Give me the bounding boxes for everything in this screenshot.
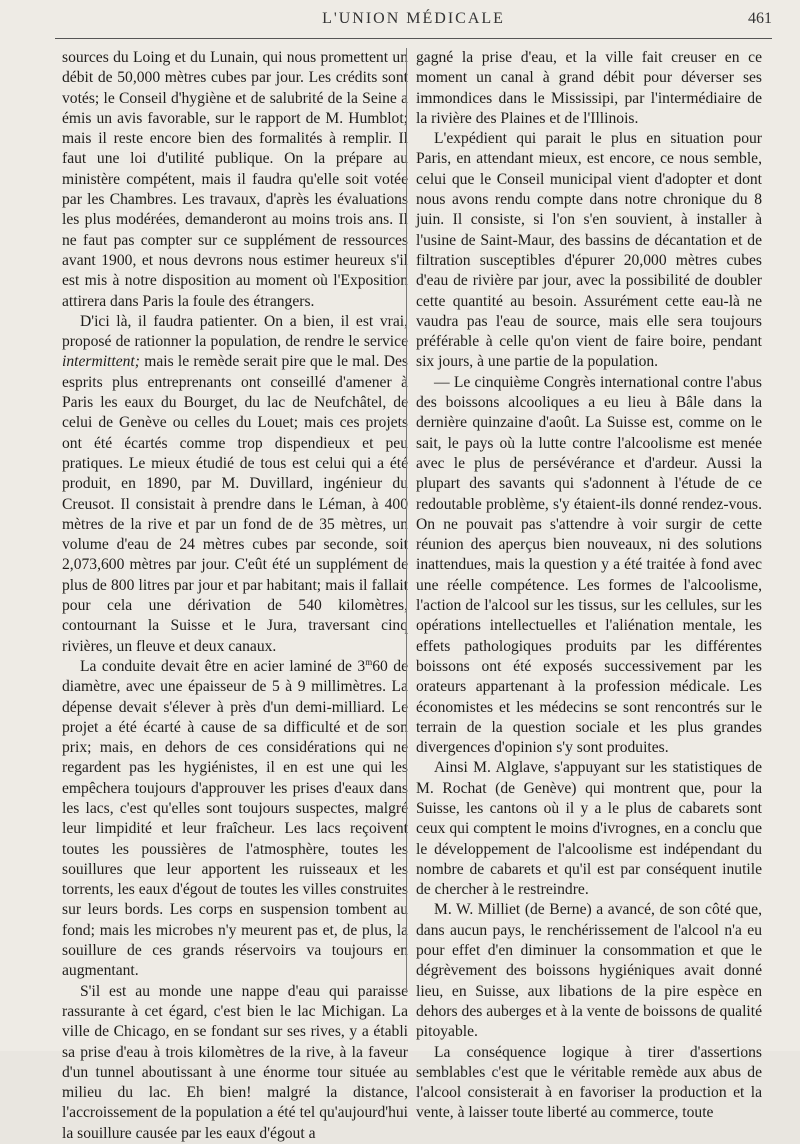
superscript-unit: m	[365, 656, 373, 667]
header-rule	[55, 38, 772, 39]
paragraph	[62, 657, 408, 982]
running-header	[55, 8, 772, 36]
journal-title: L'UNION MÉDICALE	[322, 10, 505, 27]
paragraph: sources du Loing et du Lunain, qui nous promettent un débit de 50,000 mètres cubes par jour. Les crédits sont votés; le Conseil d'hygiène et de salubrité de la Seine a émis un avis favorable, sur le rapport de M. Humblot; mais il reste encore bien des formalités à remplir. Il faut une loi d'utilité publique. On la prépare au ministère compétent, mais il faudra qu'elle soit votée par les Chambres. Les travaux, d'après les évaluations les plus modérées, demanderont au moins trois ans. Il ne faut pas compter sur ce supplément de ressources avant 1900, et nous devrons nous estimer heureux s'il est mis à notre disposition au moment où l'Exposition attirera dans Paris la foule des étrangers.	[62, 49, 408, 310]
page-number: 461	[748, 10, 772, 27]
paragraph-text: mais le remède serait pire que le mal. Des esprits plus entreprenants ont conseillé d'amener à Paris les eaux du Bourget, du lac de Neufchâtel, de celui de Genève ou celles du Louet; mais ces projets ont été écartés comme trop dispendieux et peu pratiques. Le mieux étudié de tous est celui qui a été produit, en 1890, par M. Duvillard, ingénieur du Creusot. Il consistait à prendre dans le Léman, à 400 mètres de la rive et par un fond de de 35 mètres, un volume d'eau de 24 mètres cubes par seconde, soit 2,073,600 mètres par jour. C'eût été un supplément de plus de 800 litres par jour et par habitant; mais il fallait pour cela une dérivation de 540 kilomètres, contournant la Suisse et le Jura, traversant cinq rivières, un fleuve et deux canaux.	[62, 353, 409, 655]
paragraph-text: D'ici là, il faudra patienter. On a bien, il est vrai, proposé de rationner la population, de rendre le service	[62, 312, 408, 351]
paragraph	[62, 312, 408, 657]
paragraph: Ainsi M. Alglave, s'appuyant sur les statistiques de M. Rochat (de Genève) qui montrent que, pour la Suisse, les cantons où il y a le plus de cabarets sont ceux qui comptent le moins d'ivrognes, en a conclu que le développement de l'alcoolisme est indépendant du nombre de cabarets et qu'il est par conséquent inutile de chercher à le restreindre.	[416, 759, 762, 899]
right-column	[416, 48, 762, 1124]
left-column	[62, 48, 408, 1144]
paragraph: gagné la prise d'eau, et la ville fait creuser en ce moment un canal à grand débit pour déverser ses immondices dans le Mississipi, par l'intermédiaire de la rivière des Plaines et de l'Illinois.	[416, 49, 762, 127]
paragraph-text: 60 de diamètre, avec une épaisseur de 5 à 9 millimètres. La dépense devait s'élever à près d'un demi-milliard. Le projet a été écarté à cause de sa difficulté et de son prix; mais, en dehors de ces considérations qui ne regardent pas les hygiénistes, il en est une qui les empêchera toujours d'approuver les prises d'eaux dans les lacs, c'est qu'elles sont toujours suspectes, malgré leur limpidité et leur fraîcheur. Les lacs reçoivent toutes les poussières de l'atmosphère, toutes les souillures que leur apportent les ruisseaux et les torrents, les eaux d'égout de toutes les villes construites sur leurs bords. Les corps en suspension tombent au fond; mais les microbes n'y meurent pas et, de plus, la souillure de ces grands réservoirs va toujours en augmentant.	[62, 657, 408, 980]
column-divider	[406, 48, 407, 993]
italic-term: intermittent;	[62, 353, 140, 371]
paragraph: L'expédient qui parait le plus en situation pour Paris, en attendant mieux, est encore, ce nous semble, celui que le Conseil municipal vient d'adopter et dont nous avons rendu compte dans notre chronique du 8 juin. Il consiste, si l'on s'en souvient, à installer à l'usine de Saint-Maur, des bassins de décantation et de filtration susceptibles d'épurer 20,000 mètres cubes d'eau de rivière par jour, avec la possibilité de doubler cette quantité au besoin. Assurément cette eau-là ne vaudra pas l'eau de source, mais elle sera toujours préférable à celle qu'on vient de faire boire, pendant six jours, à une partie de la population.	[416, 130, 762, 371]
paragraph: La conséquence logique à tirer d'assertions semblables c'est que le véritable remède aux abus de l'alcool consisterait à en favoriser la production et la vente, à laisser toute liberté au commerce, toute	[416, 1043, 762, 1122]
paragraph: — Le cinquième Congrès international contre l'abus des boissons alcooliques a eu lieu à Bâle dans la dernière quinzaine d'août. La Suisse est, comme on le sait, le pays où la lutte contre l'alcoolisme est menée avec le plus de persévérance et d'ardeur. Aussi la plupart des savants qui s'adonnent à l'étude de ce redoutable problème, s'y étaient-ils donné rendez-vous. On ne pouvait pas s'attendre à voir surgir de cette réunion des aperçus bien nouveaux, ni des solutions inattendues, mais la question y a été traitée à fond avec une réelle compétence. Les formes de l'alcoolisme, l'action de l'alcool sur les tissus, sur les cellules, sur les opérations intellectuelles et l'aliénation mentale, les effets pathologiques produits par les différentes boissons ont été exposés successivement par les orateurs appartenant à la profession médicale. Les économistes et les médecins se sont rencontrés sur le terrain de la question sociale et les plus grandes divergences d'opinion s'y sont produites.	[416, 373, 762, 757]
paragraph: S'il est au monde une nappe d'eau qui paraisse rassurante à cet égard, c'est bien le lac Michigan. La ville de Chicago, en se fondant sur ses rives, y a établi sa prise d'eau à trois kilomètres de la rive, à la faveur d'un tunnel aboutissant à une énorme tour située au milieu du lac. Eh bien! malgré la distance, l'accroissement de la population a été tel qu'aujourd'hui la souillure causée par les eaux d'égout a	[62, 982, 408, 1142]
paragraph: M. W. Milliet (de Berne) a avancé, de son côté que, dans aucun pays, le renchérissement de l'alcool n'a eu pour effet d'en diminuer la consommation et que le dégrèvement des boissons hygiéniques avait donné lieu, en Suisse, aux libations de la pire espèce en dehors des auberges et à la vente de boissons de qualité pitoyable.	[416, 901, 762, 1041]
paragraph-text: La conduite devait être en acier laminé de 3	[80, 657, 366, 675]
